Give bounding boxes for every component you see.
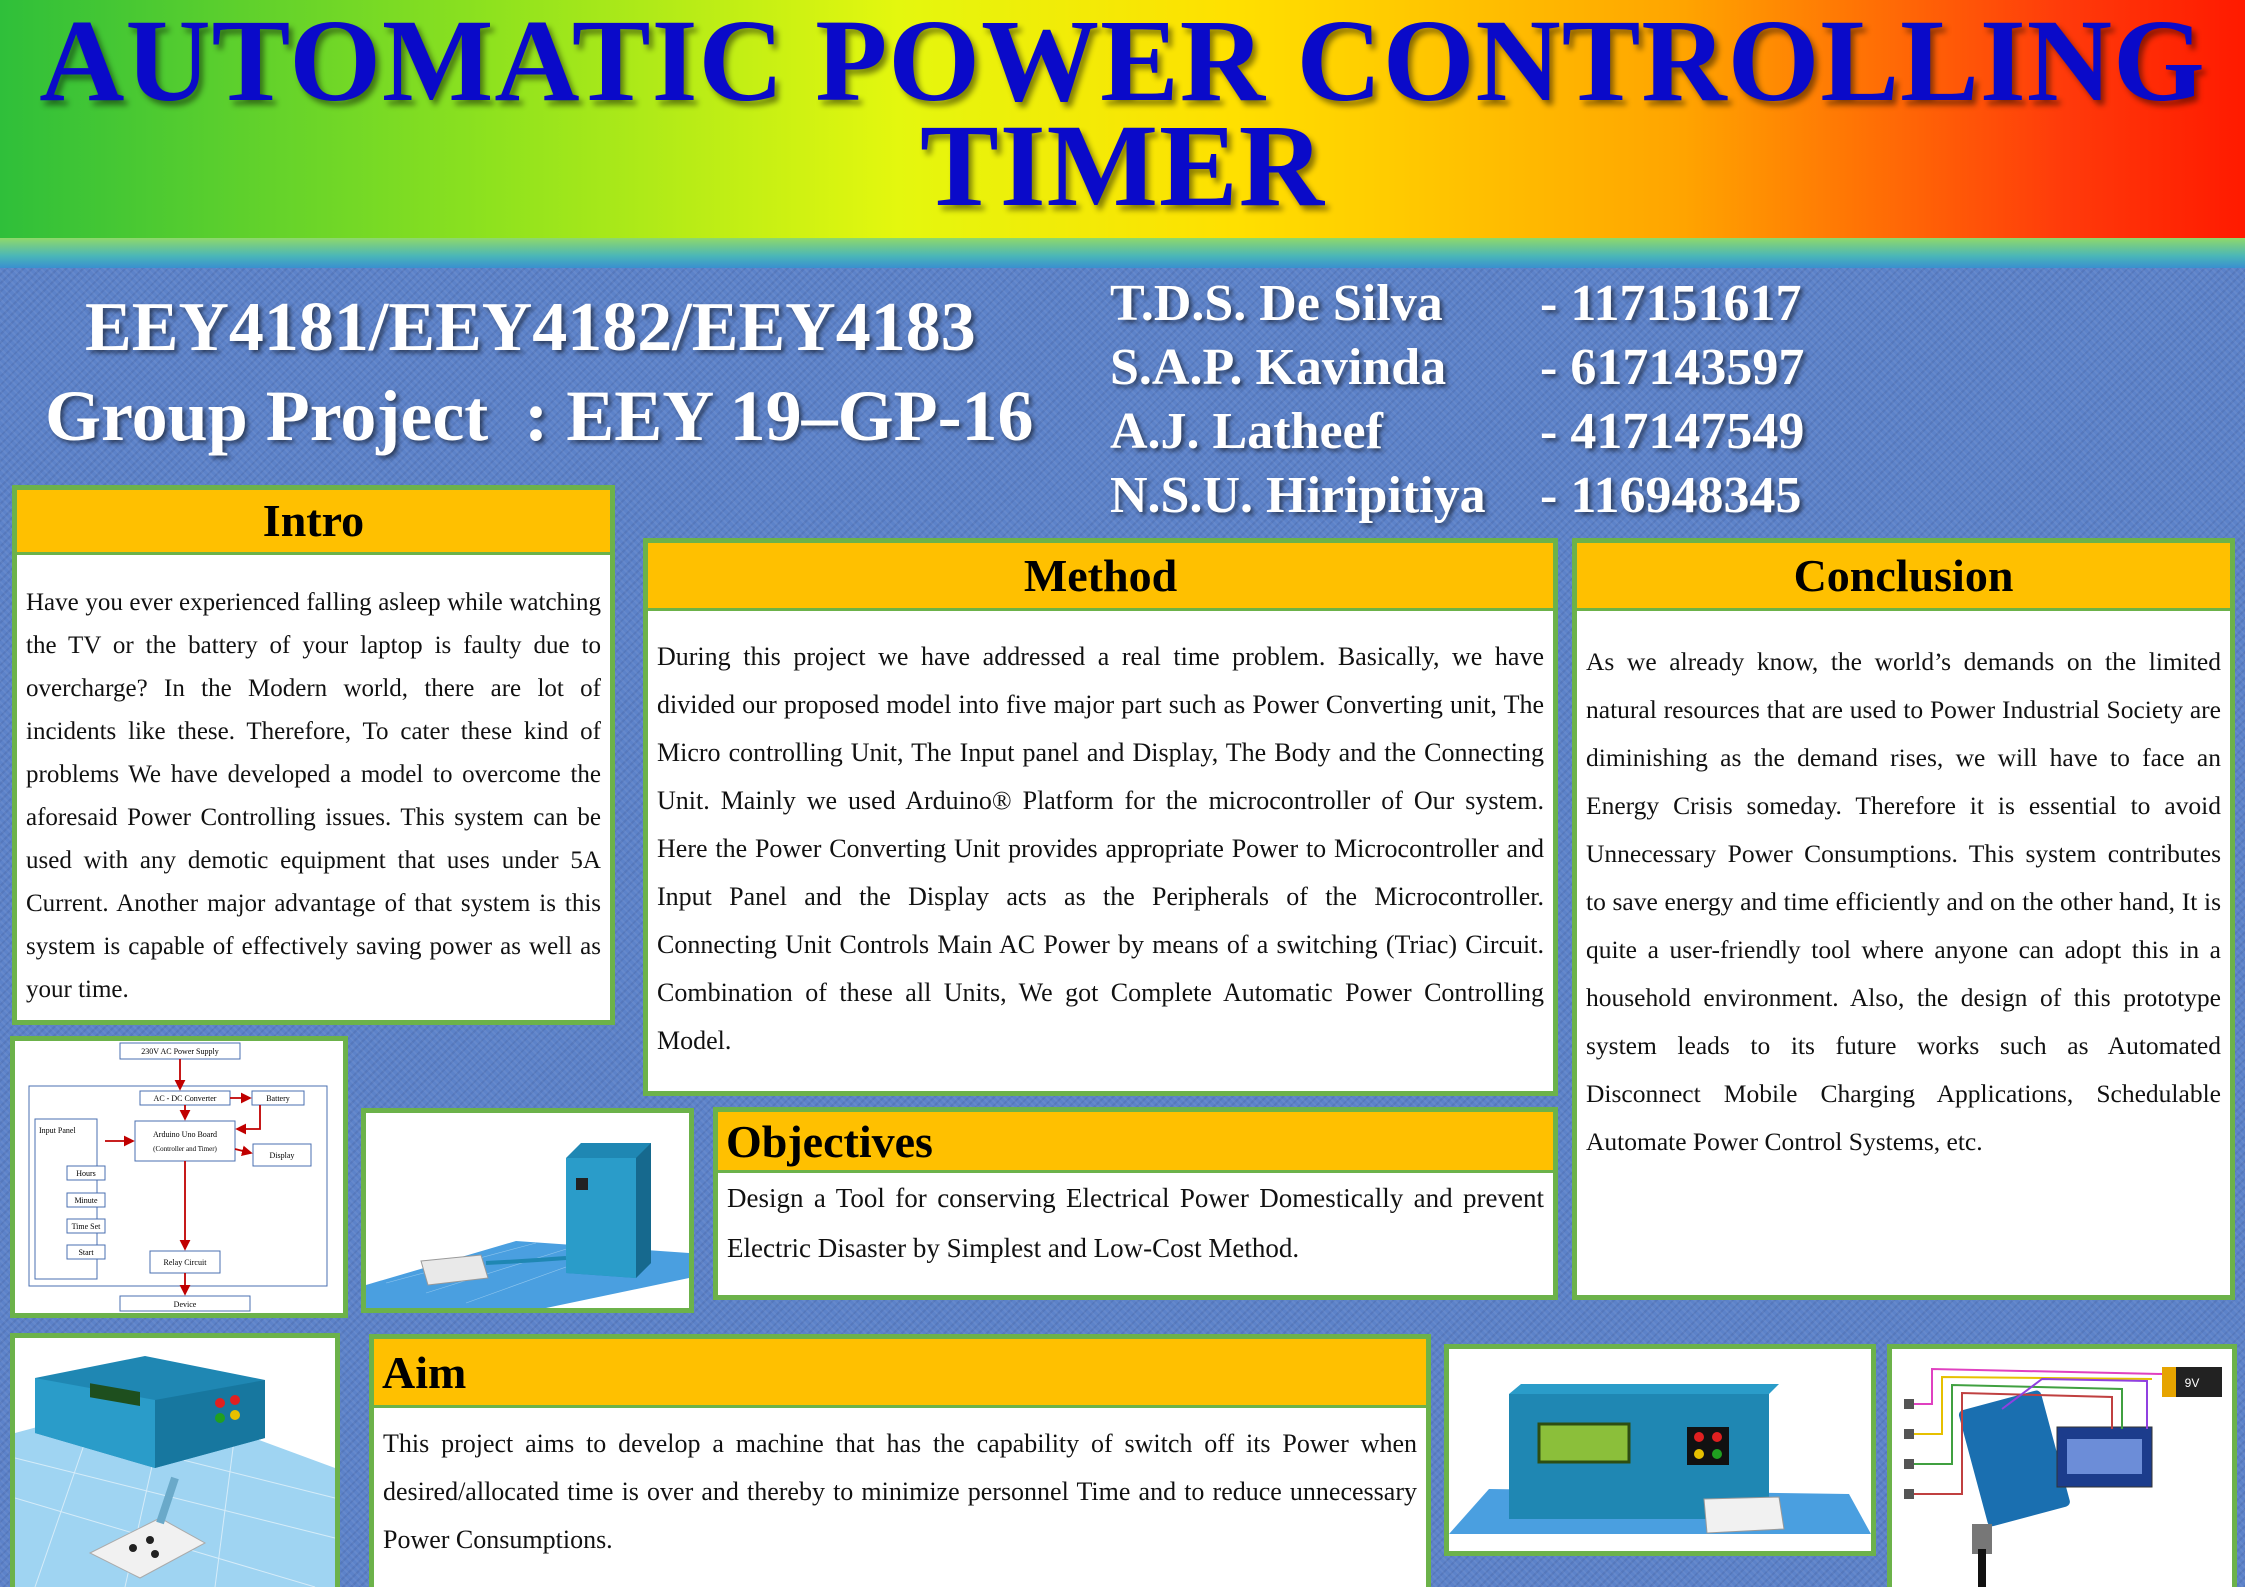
method-text: During this project we have addressed a real time problem. Basically, we have divided our proposed model into five major part such as Power Converting unit, The Micro controlling Unit, The Input panel and Display, The Body and the Connecting Unit. Mainly we used Arduino® Platform for the microcontroller of Our system. Here the Power Converting Unit provides appropriate Power to Microcontroller and Input Panel and the Display acts as the Peripherals of the Microcontroller. Connecting Unit Controls Main AC Power by means of a switching (Triac) Circuit. Combination of these all Units, We got Complete Automatic Power Controlling Model.	[657, 642, 1544, 1055]
model-image-large	[10, 1333, 340, 1587]
member-row	[1110, 400, 1804, 464]
member-name: T.D.S. De Silva	[1110, 275, 1443, 332]
objectives-text: Design a Tool for conserving Electrical Power Domestically and prevent Electric Disaster by Simplest and Low-Cost Method.	[727, 1183, 1544, 1263]
member-name: A.J. Latheef	[1110, 403, 1383, 460]
member-id: - 417147549	[1540, 403, 1805, 460]
member-name: N.S.U. Hiripitiya	[1110, 467, 1486, 524]
aim-panel	[369, 1334, 1431, 1587]
intro-text: Have you ever experienced falling asleep while watching the TV or the battery of your laptop is faulty due to overcharge? In the Modern world, there are lot of incidents like these. Therefore, To cater these kind of problems We have developed a model to overcome the aforesaid Power Controlling issues. This system can be used with any demotic equipment that uses under 5A Current. Another major advantage of that system is this system is capable of effectively saving power as well as your time.	[26, 589, 601, 1003]
member-row	[1110, 272, 1804, 336]
objectives-heading: Objectives	[718, 1112, 1553, 1173]
member-id: - 116948345	[1540, 467, 1802, 524]
aim-text: This project aims to develop a machine that has the capability of switch off its Power when desired/allocated time is over and thereby to minimize personnel Time and to reduce unnecessary Power Consumptions.	[383, 1429, 1417, 1554]
method-heading: Method	[648, 543, 1553, 611]
poster-title	[0, 0, 2245, 231]
group-project: Group Project : EEY 19–GP-16	[45, 376, 1034, 456]
diagram-relay: Relay Circuit	[163, 1258, 207, 1267]
diagram-minute: Minute	[74, 1196, 98, 1205]
diagram-display: Display	[269, 1151, 295, 1160]
diagram-time-set: Time Set	[71, 1222, 101, 1231]
diagram-hours: Hours	[76, 1169, 96, 1178]
aim-heading: Aim	[374, 1339, 1426, 1408]
title-line-2: TIMER	[920, 100, 1325, 231]
title-line-1: AUTOMATIC POWER CONTROLLING	[39, 0, 2206, 126]
member-name: S.A.P. Kavinda	[1110, 339, 1447, 396]
diagram-converter: AC - DC Converter	[153, 1094, 217, 1103]
member-list	[1110, 272, 1804, 528]
circuit-svg	[1892, 1349, 2232, 1587]
method-panel	[643, 538, 1558, 1096]
conclusion-panel	[1572, 538, 2235, 1300]
diagram-arduino-sub: (Controller and Timer)	[153, 1145, 217, 1153]
model-image-small	[361, 1108, 694, 1313]
diagram-input-panel: Input Panel	[39, 1126, 76, 1135]
member-row	[1110, 464, 1804, 528]
diagram-arduino: Arduino Uno Board	[153, 1130, 217, 1139]
intro-panel	[12, 485, 615, 1025]
member-id: - 117151617	[1540, 275, 1802, 332]
block-diagram-svg	[15, 1041, 343, 1313]
diagram-device: Device	[173, 1300, 197, 1309]
model-small-svg	[366, 1113, 689, 1308]
conclusion-heading: Conclusion	[1577, 543, 2230, 611]
model-image-front	[1444, 1344, 1876, 1556]
diagram-supply: 230V AC Power Supply	[141, 1047, 219, 1056]
objectives-panel	[713, 1107, 1558, 1300]
battery-label: 9V	[2184, 1376, 2200, 1390]
member-id: - 617143597	[1540, 339, 1805, 396]
block-diagram	[10, 1036, 348, 1318]
intro-heading: Intro	[17, 490, 610, 555]
member-row	[1110, 336, 1804, 400]
model-large-svg	[15, 1338, 335, 1587]
diagram-battery: Battery	[266, 1094, 290, 1103]
diagram-start: Start	[78, 1248, 94, 1257]
course-codes: EEY4181/EEY4182/EEY4183	[85, 289, 976, 366]
banner-band	[0, 238, 2245, 268]
conclusion-text: As we already know, the world’s demands on the limited natural resources that are used to Power Industrial Society are diminishing as the demand rises, we will have to face an Energy Crisis someday. Therefore it is essential to avoid Unnecessary Power Consumptions. This system contributes to save energy and time efficiently and on the other hand, It is quite a user-friendly tool where anyone can adopt this in a household environment. Also, the design of this prototype system leads to its future works such as Automated Disconnect Mobile Charging Applications, Schedulable Automate Power Control Systems, etc.	[1586, 647, 2221, 1156]
model-front-svg	[1449, 1349, 1871, 1551]
circuit-image	[1887, 1344, 2237, 1587]
